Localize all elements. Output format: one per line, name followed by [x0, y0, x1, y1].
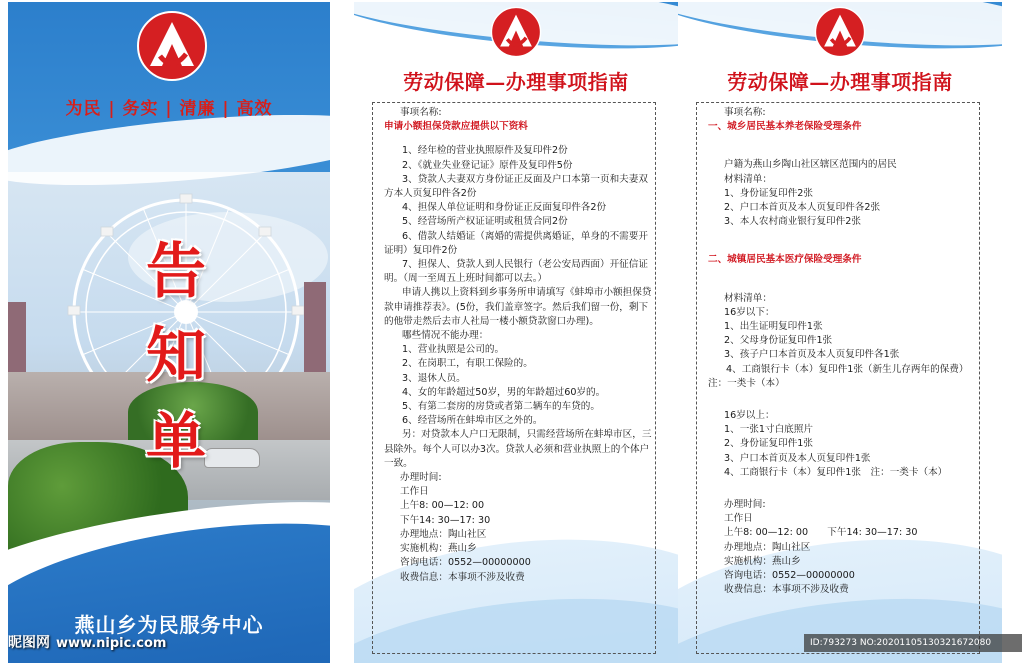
motto: 为民 | 务实 | 清廉 | 高效 [65, 99, 273, 119]
material-item: 3、本人农村商业银行复印件2张 [724, 216, 861, 228]
title-char-3: 单 [146, 407, 206, 477]
guide-panel-loan [354, 2, 678, 663]
watermark [8, 632, 166, 652]
emblem-logo-icon [490, 6, 542, 58]
material-item: 1、身份证复印件2张 [724, 187, 813, 199]
exclusion-item: 4、女的年龄超过50岁，男的年龄超过60岁的。 [402, 386, 606, 398]
list-label: 材料清单： [724, 292, 772, 304]
place: 办理地点：陶山社区 [724, 541, 811, 553]
material-item: 2、父母身份证复印件1张 [724, 335, 833, 347]
hours-line: 工作日 [724, 513, 753, 525]
phone: 咨询电话：0552—00000000 [724, 570, 855, 582]
exclusion-item: 2、在岗职工，有职工保险的。 [402, 358, 533, 370]
age-group-label: 16岁以上： [724, 410, 775, 422]
agency: 实施机构：燕山乡 [400, 543, 477, 555]
list-label: 材料清单： [724, 173, 772, 185]
age-group-label: 16岁以下： [724, 306, 775, 318]
emblem-logo-icon [814, 6, 866, 58]
place: 办理地点：陶山社区 [400, 528, 487, 540]
exclusion-item: 3、退休人员。 [402, 372, 466, 384]
title-char-1: 告 [146, 237, 206, 307]
requirement-item: 1、经年检的营业执照原件及复印件2份 [402, 145, 568, 157]
hours-line: 工作日 [400, 486, 429, 498]
exclusion-heading: 哪些情况不能办理： [402, 330, 489, 342]
section-heading: 申请小额担保贷款应提供以下资料 [384, 121, 528, 133]
eligibility: 户籍为燕山乡陶山社区辖区范围内的居民 [724, 159, 897, 171]
material-item: 4、工商银行卡（本）复印件1张（新生儿存两年的保费）注：一类卡（本） [708, 363, 969, 389]
title-char-2: 知 [146, 321, 206, 391]
hours-line: 上午8: 00—12: 00 [400, 500, 485, 512]
material-item: 3、户口本首页及本人页复印件1张 [724, 452, 871, 464]
requirement-item: 6、借款人结婚证（离婚的需提供离婚证，单身的不需要开证明）复印件2份 [384, 230, 648, 256]
cover-footer: 燕山乡为民服务中心 [74, 613, 264, 637]
exclusion-item: 1、营业执照是公司的。 [402, 344, 505, 356]
exclusion-item: 5、有第二套房的房贷或者第二辆车的车贷的。 [402, 401, 600, 413]
guide-content [378, 106, 654, 585]
requirement-item: 5、经营场所产权证证明或租赁合同2份 [402, 216, 568, 228]
agency: 实施机构：燕山乡 [724, 555, 801, 567]
requirement-item: 2、《就业失业登记证》原件及复印件5份 [402, 159, 573, 171]
guide-content [702, 106, 978, 597]
hours-line: 上午8: 00—12: 00 下午14: 30—17: 30 [724, 527, 918, 539]
guide-title: 劳动保障—办理事项指南 [403, 70, 629, 94]
section-heading-medical: 二、城镇居民基本医疗保险受理条件 [708, 254, 862, 266]
fee: 收费信息：本事项不涉及收费 [724, 584, 849, 596]
hours-label: 办理时间: [724, 499, 766, 511]
material-item: 4、工商银行卡（本）复印件1张 注：一类卡（本） [724, 466, 948, 478]
material-item: 2、户口本首页及本人页复印件各2张 [724, 202, 881, 214]
requirement-item: 3、贷款人夫妻双方身份证正反面及户口本第一页和夫妻双方本人页复印件各2份 [384, 173, 648, 200]
fee: 收费信息：本事项不涉及收费 [400, 571, 525, 583]
extra-note: 另：对贷款本人户口无限制，只需经营场所在蚌埠市区，三县除外。每个人可以办3次。贷款人必须和营业执照上的个体户一致。 [384, 429, 652, 469]
guide-title: 劳动保障—办理事项指南 [727, 70, 953, 94]
requirement-item: 4、担保人单位证明和身份证正反面复印件各2份 [402, 202, 607, 214]
section-heading-pension: 一、城乡居民基本养老保险受理条件 [708, 121, 862, 133]
hours-line: 下午14: 30—17: 30 [400, 514, 491, 526]
item-name-label: 事项名称: [400, 107, 442, 118]
application-note: 申请人携以上资料到乡事务所申请填写《蚌埠市小额担保贷款申请推荐表》。(5份，我们盖章签字。然后我们留一份，剩下的他带走然后去市人社局一楼小额贷款窗口办理)。 [384, 287, 652, 327]
exclusion-item: 6、经营场所在蚌埠市区之外的。 [402, 415, 543, 427]
material-item: 1、出生证明复印件1张 [724, 321, 823, 333]
item-name-label: 事项名称: [724, 107, 766, 118]
hours-label: 办理时间: [400, 472, 442, 484]
guide-panel-insurance [678, 2, 1002, 663]
phone: 咨询电话：0552—00000000 [400, 557, 531, 569]
material-item: 1、一张1寸白底照片 [724, 424, 813, 436]
requirement-item: 7、担保人、贷款人到人民银行（老公安局西面）开征信证明。（周一至周五上班时间都可以去。） [384, 259, 648, 285]
cover-panel [8, 2, 330, 663]
image-id-bar: ID:793273 NO:20201105130321672080 [804, 634, 1022, 652]
emblem-logo-icon [136, 10, 208, 82]
material-item: 3、孩子户口本首页及本人页复印件各1张 [724, 349, 900, 361]
watermark-site: www.nipic.com [56, 636, 167, 651]
watermark-brand: 昵图网 [8, 635, 50, 651]
material-item: 2、身份证复印件1张 [724, 438, 813, 450]
